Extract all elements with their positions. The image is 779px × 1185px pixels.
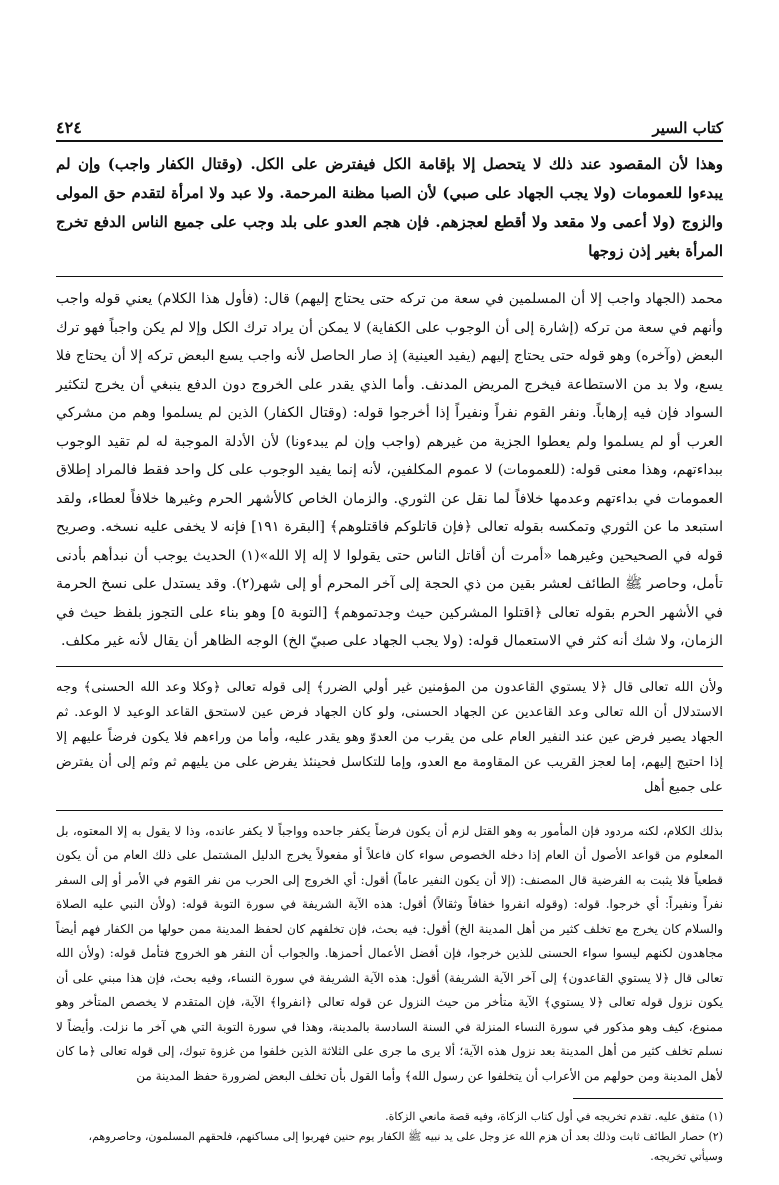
- footnotes: [56, 1099, 723, 1167]
- page-number: ٤٢٤: [56, 118, 82, 137]
- hashiya-text: بذلك الكلام، لكنه مردود فإن المأمور به وهو القتل لزم أن يكون فرضاً يكفر جاحده وواجباً لا يكفر عانده، وذا لا يقول به إلا المعتوه، بل المعلوم من قواعد الأصول أن العام إذا دخله الخصوص سواء كان فاعلاً أو مفعولاً يخرج الدليل المشتمل على ذلك العام من أن يكون قطعياً فلا يثبت به الفرضية قال المصنف: (إلا أن يكون النفير عاماً) أقول: أي الخروج إلى الحرب من نفر القوم في الأمر أو إلى السفر نفراً ونفيراً: أي خرجوا. قوله: (وقوله انفروا خفافاً وثقالاً) أقول: هذه الآية الشريفة في سورة التوبة قوله: (ولأن النبي عليه الصلاة والسلام كان يخرج مع تخلف كثير من أهل المدينة الخ) أقول: فيه بحث، فإن تخلفهم كان لحفظ المدينة ممن حولها من الكفار فهم أيضاً مجاهدون لكنهم ليسوا سواء الحسنى للذين خرجوا، فإن أفضل الأعمال أحمزها. والجواب أن النفر هو الخروج فتأمل قوله: (ولأن الله تعالى قال ﴿لا يستوي القاعدون﴾ إلى آخر الآية الشريفة) أقول: هذه الآية الشريفة في سورة النساء، وفيه بحث، فإن هذا مبني على أن يكون نزول قوله تعالى ﴿لا يستوي﴾ الآية متأخر من حيث النزول عن قوله تعالى ﴿انفروا﴾ الآية، فإن المتقدم لا يخصص المتأخر وهو ممنوع، كيف وهو مذكور في سورة النساء المنزلة في السنة السادسة بالمدينة، وهذا في سورة التوبة التي هي آخر ما نزلت. وأيضاً لا نسلم تخلف كثير من أهل المدينة بعد نزول هذه الآية؛ ألا يرى ما جرى على الثلاثة الذين خلفوا من غزوة تبوك، إلى قوله تعالى ﴿ما كان لأهل المدينة ومن حولهم من الأعراب أن يتخلفوا عن رسول الله﴾ وأما القول بأن تخلف البعض لضرورة حفظ المدينة من: [56, 823, 723, 1083]
- inaya-text: ولأن الله تعالى قال ﴿لا يستوي القاعدون من المؤمنين غير أولي الضرر﴾ إلى قوله تعالى ﴿وكلا وعد الله الحسنى﴾ وجه الاستدلال أن الله تعالى وعد القاعدين عن الجهاد الحسنى، ولو كان الجهاد فرض عين لاستحق القاعد الوعيد لا الوعد. ثم الجهاد يصير فرض عين عند النفير العام على من يقرب من العدوّ وهو يقدر عليه، وأما من وراءهم فلا يكون فرضاً عليهم إلا إذا احتيج إليهم، إما لعجز القريب عن المقاومة مع العدو، وإما للتكاسل فحينئذ يفرض على من يليهم ثم وثم إلى أن يفترض على جميع أهل: [56, 679, 723, 795]
- matn-text: وهذا لأن المقصود عند ذلك لا يتحصل إلا بإقامة الكل فيفترض على الكل. (وقتال الكفار واجب) وإن لم يبدءوا للعمومات (ولا يجب الجهاد على صبي) لأن الصبا مظنة المرحمة. ولا عبد ولا امرأة لتقدم حق المولى والزوج (ولا أعمى ولا مقعد ولا أقطع لعجزهم. فإن هجم العدو على بلد وجب على جميع الناس الدفع تخرج المرأة بغير إذن زوجها: [56, 155, 723, 260]
- running-title: كتاب السير: [652, 119, 723, 137]
- footnote: (٢) حصار الطائف ثابت وذلك بعد أن هزم الله عز وجل على يد نبيه ﷺ الكفار يوم حنين فهربوا إلى مساكنهم، فلحقهم المسلمون، وحاصروهم، وسيأتي تخريجه.: [88, 1130, 723, 1163]
- page-header: [56, 118, 723, 142]
- footnote: (١) متفق عليه. تقدم تخريجه في أول كتاب الزكاة، وفيه قصة مانعي الزكاة.: [385, 1110, 723, 1123]
- sharh-text: محمد (الجهاد واجب إلا أن المسلمين في سعة من تركه حتى يحتاج إليهم) قال: (فأول هذا الكلام) يعني قوله واجب وأنهم في سعة من تركه (إشارة إلى أن الوجوب على الكفاية) لا يمكن أن يراد ترك الكل وإلا لم يكن واجباً فهو ترك البعض (وآخره) وهو قوله حتى يحتاج إليهم (يفيد العينية) إذ صار الحاصل لأنه واجب يسع البعض تركه إلا أن يحتاج فلا يسع، ولا بد من الاستطاعة فيخرج المريض المدنف. وأما الذي يقدر على الخروج دون الدفع ينبغي أن يخرج لتكثير السواد فإن فيه إرهاباً. ونفر القوم نفراً ونفيراً إذا أخرجوا قوله: (وقتال الكفار) الذين لم يسلموا وهم من مشركي العرب أو لم يسلموا ولم يعطوا الجزية من غيرهم (واجب وإن لم يبدءونا) لأن الأدلة الموجبة له لم تقيد الوجوب ببداءتهم، وهذا معنى قوله: (للعمومات) لا عموم المكلفين، لأنه إنما يفيد الوجوب على كل واحد فقط فالمراد إطلاق العمومات في بداءتهم وعدمها خلافاً لما نقل عن الثوري. والزمان الخاص كالأشهر الحرم وغيرها خلافاً لعطاء، ولقد استبعد ما عن الثوري وتمكسه بقوله تعالى ﴿فإن قاتلوكم فاقتلوهم﴾ [البقرة ١٩١] فإنه لا يخفى عليه نسخه. وصريح قوله في الصحيحين وغيرهما «أمرت أن أقاتل الناس حتى يقولوا لا إله إلا الله»(١) الحديث يوجب أن نبدأهم بأدنى تأمل، وحاصر ﷺ الطائف لعشر بقين من ذي الحجة إلى آخر المحرم أو إلى شهر(٢). وقد يستدل على نسخ الحرمة في الأشهر الحرم بقوله تعالى ﴿اقتلوا المشركين حيث وجدتموهم﴾ [التوبة ٥] وهو بناء على التجوز بلفظ حيث في الزمان، ولا شك أنه كثر في الاستعمال قوله: (ولا يجب الجهاد على صبيّ الخ) الوجه الظاهر أن يقال لأنه غير مكلف.: [56, 291, 724, 649]
